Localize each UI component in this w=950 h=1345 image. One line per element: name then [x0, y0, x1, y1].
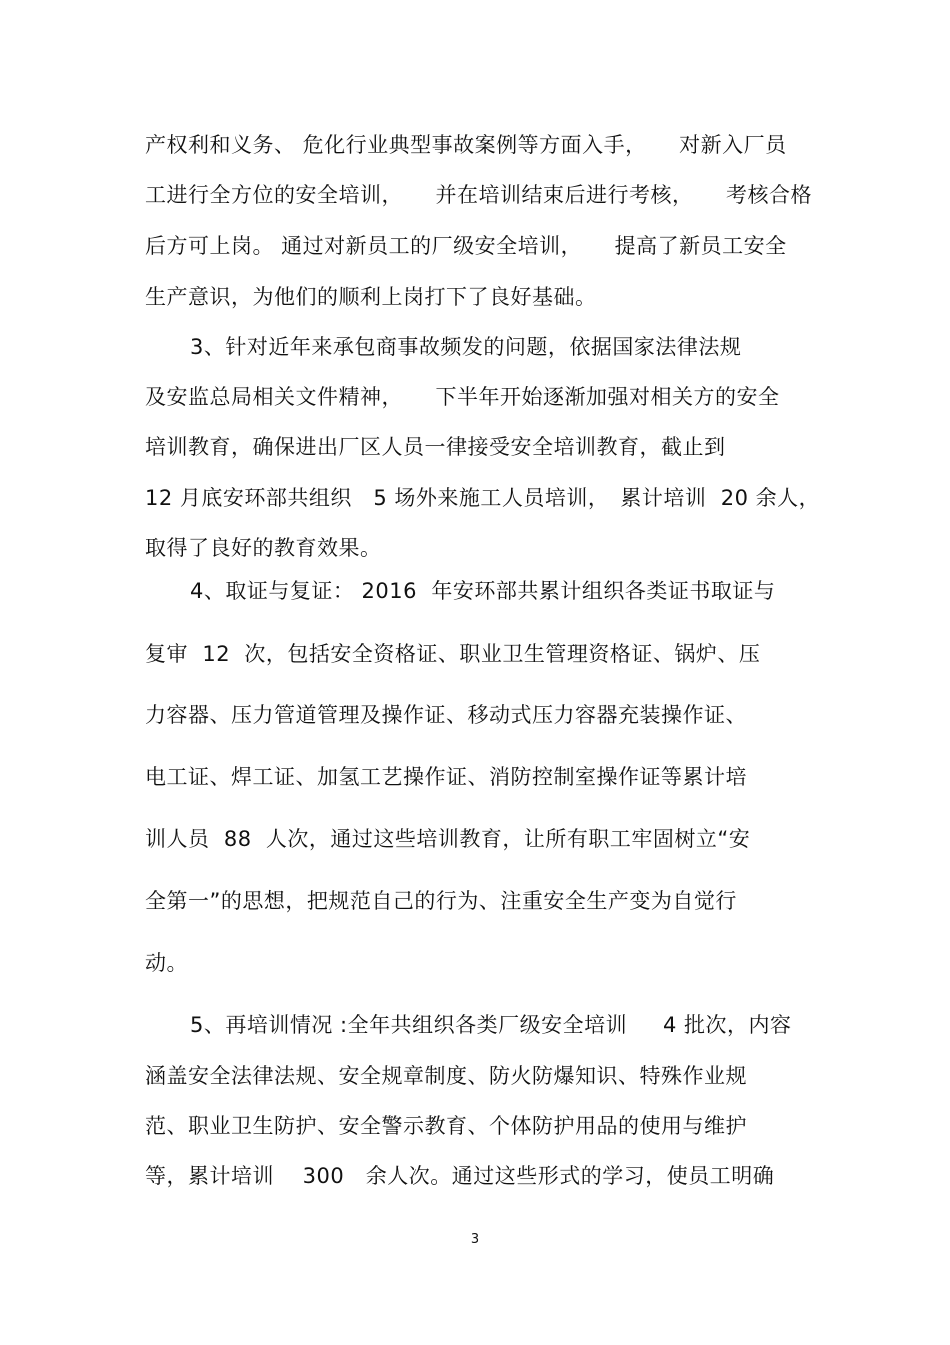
body-text-line: 工进行全方位的安全培训， 并在培训结束后进行考核， 考核合格: [145, 183, 812, 207]
body-text-line: 取得了良好的教育效果。: [145, 536, 382, 560]
body-text-line: 动。: [145, 951, 188, 975]
body-text-line: 12 月底安环部共组织 5 场外来施工人员培训， 累计培训 20 余人，: [145, 486, 821, 510]
body-text-line: 产权利和义务、 危化行业典型事故案例等方面入手， 对新入厂员: [145, 133, 787, 157]
body-text-line: 范、职业卫生防护、安全警示教育、个体防护用品的使用与维护: [145, 1114, 747, 1138]
paragraph-5-first-line: 5、再培训情况 :全年共组织各类厂级安全培训 4 批次，内容: [190, 1013, 792, 1037]
page-number: 3: [470, 1232, 480, 1247]
body-text-line: 力容器、压力管道管理及操作证、移动式压力容器充装操作证、: [145, 703, 747, 727]
body-text-line: 全第一”的思想，把规范自己的行为、注重安全生产变为自觉行: [145, 889, 737, 913]
paragraph-3-first-line: 3、针对近年来承包商事故频发的问题，依据国家法律法规: [190, 335, 742, 359]
body-text-line: 及安监总局相关文件精神， 下半年开始逐渐加强对相关方的安全: [145, 385, 780, 409]
body-text-line: 后方可上岗。 通过对新员工的厂级安全培训， 提高了新员工安全: [145, 234, 787, 258]
body-text-line: 等，累计培训 300 余人次。通过这些形式的学习，使员工明确: [145, 1164, 775, 1188]
paragraph-4-first-line: 4、取证与复证： 2016 年安环部共累计组织各类证书取证与: [190, 579, 776, 603]
body-text-line: 涵盖安全法律法规、安全规章制度、防火防爆知识、特殊作业规: [145, 1064, 747, 1088]
body-text-line: 电工证、焊工证、加氢工艺操作证、消防控制室操作证等累计培: [145, 765, 747, 789]
body-text-line: 复审 12 次，包括安全资格证、职业卫生管理资格证、锅炉、压: [145, 642, 761, 666]
body-text-line: 训人员 88 人次，通过这些培训教育，让所有职工牢固树立“安: [145, 827, 751, 851]
body-text-line: 生产意识，为他们的顺利上岗打下了良好基础。: [145, 285, 597, 309]
body-text-line: 培训教育，确保进出厂区人员一律接受安全培训教育，截止到: [145, 435, 726, 459]
